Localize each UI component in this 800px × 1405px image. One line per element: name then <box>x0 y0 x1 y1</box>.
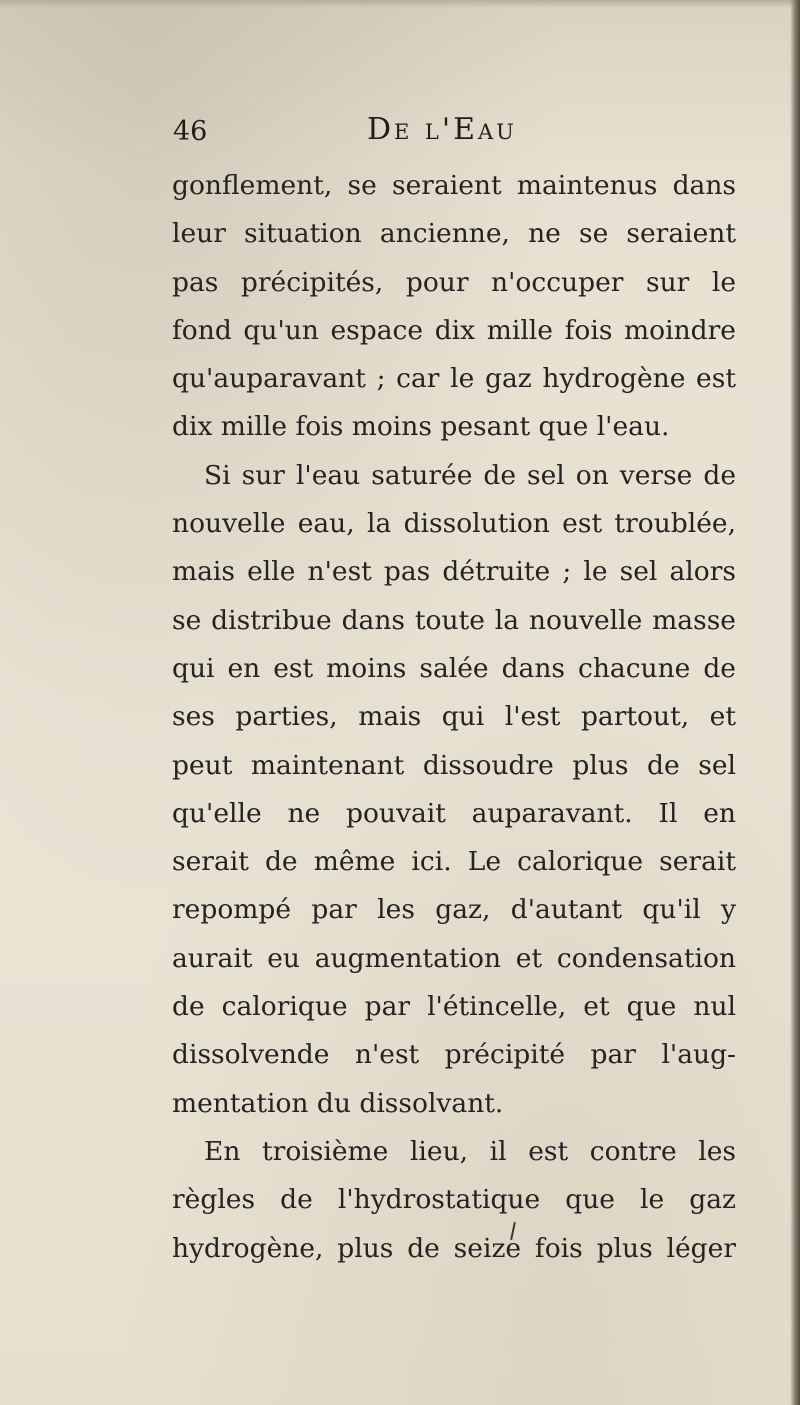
text-line: qu'elle ne pouvait auparavant. Il en <box>172 797 736 829</box>
text-line: pas précipités, pour n'occuper sur le <box>172 266 736 298</box>
text-line: de calorique par l'étincelle, et que nul <box>172 991 736 1023</box>
text-line: nouvelle eau, la dissolution est troublée, <box>172 508 736 540</box>
running-head: De l'Eau <box>367 112 517 147</box>
page-number: 46 <box>173 116 208 147</box>
text-line: dissolvende n'est précipité par l'aug- <box>172 1039 736 1071</box>
text-line: dix mille fois moins pesant que l'eau. <box>172 411 670 443</box>
text-line: règles de l'hydrostatique que le gaz <box>172 1184 736 1216</box>
page-header <box>173 112 733 156</box>
text-line: fond qu'un espace dix mille fois moindre <box>172 314 736 346</box>
text-line: leur situation ancienne, ne se seraient <box>172 218 736 250</box>
text-line: Si sur l'eau saturée de sel on verse de <box>204 459 736 491</box>
text-line: peut maintenant dissoudre plus de sel <box>172 749 736 781</box>
text-line: gonflement, se seraient maintenus dans <box>172 170 736 201</box>
text-line: En troisième lieu, il est contre les <box>204 1135 736 1167</box>
text-line: mentation du dissolvant. <box>172 1087 504 1119</box>
text-line: ses parties, mais qui l'est partout, et <box>172 701 736 733</box>
text-line: qu'auparavant ; car le gaz hydrogène est <box>172 363 736 395</box>
page-top-edge <box>0 0 800 8</box>
text-line: qui en est moins salée dans chacune de <box>172 652 736 684</box>
text-line: hydrogène, plus de seize fois plus léger <box>172 1232 736 1264</box>
text-line: mais elle n'est pas détruite ; le sel alors <box>172 556 736 588</box>
text-line: aurait eu augmentation et condensation <box>172 942 736 974</box>
text-line: repompé par les gaz, d'autant qu'il y <box>172 894 736 926</box>
text-line: se distribue dans toute la nouvelle masse <box>172 604 736 636</box>
page-binding-edge <box>790 0 800 1405</box>
text-line: serait de même ici. Le calorique serait <box>172 846 736 878</box>
text-body <box>172 162 736 1273</box>
